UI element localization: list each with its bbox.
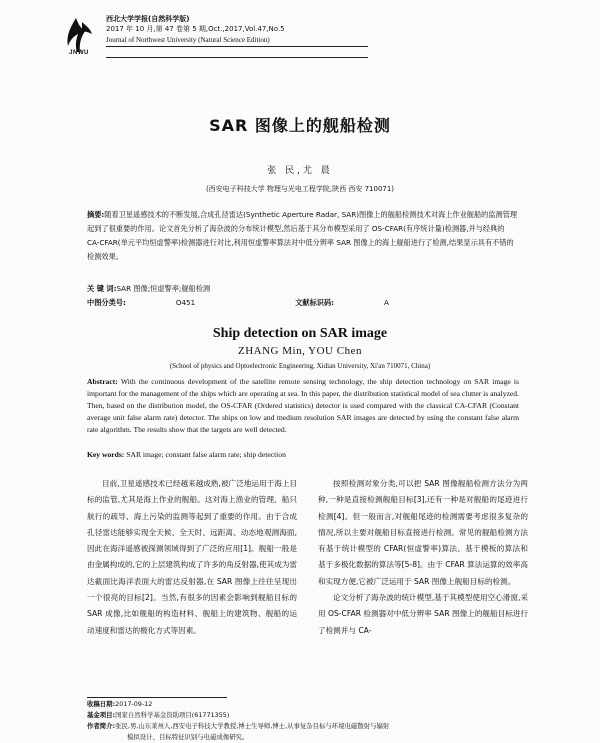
- body-column-left: 目前,卫星遥感技术已经越来越成熟,被广泛地运用于海上目标的监管,尤其是海上作业的舰船。这对海上渔业的管理、船只航行的疏导、海上污染的监测等起到了重要的作用。由于合成孔径雷达能够实现全天候、全天时、远距离、动态地观测海面,因此在海洋遥感被探测领域得到了广泛的应用[1]。舰船一般是由金属构成的,它的上层建筑构成了许多的角反射器,使其成为雷达截面比海洋表面大的雷达反射器,在 SAR 图像上往往呈现出一个很亮的目标[2]。当然,有很多的因素会影响到舰船目标的 SAR 成像,比如舰船的构造材料、舰船上的建筑物、舰船的运动速度和雷达的极化方式等因素。: [87, 479, 297, 635]
- keywords-cn: [87, 284, 210, 294]
- body-paragraph: 按照检测对象分类,可以把 SAR 图像舰船检测方法分为两种,一种是直接检测舰船目标[3],还有一种是对舰船的尾迹进行检测[4]。但一般而言,对舰船尾迹的检测需要考虑很多复杂的情况,所以主要对舰船目标直接进行检测。常见的舰船检测方法有基于统计模型的 CFAR(恒虚警率)算法、基于模板的算法和基于多极化数据的算法等[5-8]。由于 CFAR 算法运算的效率高和实现方便,它被广泛运用于 SAR 图像上舰船目标的检测。: [318, 479, 528, 586]
- journal-name-en: Journal of Northwest University (Natural Science Edition): [106, 36, 270, 44]
- abstract-cn-text: 随着卫星遥感技术的不断发展,合成孔径雷达(Synthetic Aperture Radar, SAR)图像上的舰船检测技术对海上作业舰船的监测管理起到了很重要的作用。论文首先分析了海杂波的分布统计模型,然后基于其分布模型采用了 OS-CFAR(有序统计量)检测器,并与经典的 CA-CFAR(单元平均恒虚警率)检测器进行对比,利用恒虚警率算法对中低分辨率 SAR 图像上的海上舰船进行了检测,结果显示具有不错的检测效果。: [87, 210, 518, 261]
- clc-label: 中图分类号:: [87, 298, 126, 307]
- keywords-en: [87, 450, 519, 459]
- keywords-en-text: SAR image; constant false alarm rate; ship detection: [126, 450, 286, 459]
- authors-cn: 张 民,尤 晨: [267, 166, 333, 176]
- keywords-cn-label: 关 键 词:: [87, 284, 117, 293]
- keywords-cn-text: SAR 图像;恒虚警率;舰船检测: [116, 284, 211, 293]
- received-label: 收稿日期:: [87, 700, 116, 708]
- affiliation-cn: (西安电子科技大学 物理与光电工程学院,陕西 西安 710071): [205, 185, 395, 193]
- footnote-rule: [87, 697, 227, 698]
- doc-code-value: A: [384, 298, 389, 307]
- abstract-en-text: With the continuous development of the satellite remote sensing technology, the ship detection technology on SAR image is important for the management of the ships which are operating at sea. In this paper, the distribution statistical model of sea clutter is analyzed. Then, based on the distribution model, the OS-CFAR (Ordered statistics) detector is used compared with the classical CA-CFAR (Constant average unit false alarm rate) detector. The ships on low and medium resolution SAR images are detected by using the constant false alarm rate algorithm. The results show that the targets are well detected.: [87, 377, 520, 434]
- received-date: 2017-09-12: [115, 700, 153, 708]
- abstract-en-label: Abstract:: [87, 377, 118, 386]
- author-bio-line1: 张民,男,山东莱州人,西安电子科技大学教授,博士生导师,博士,从事复杂目标与环境电磁散射与辐射: [115, 722, 390, 730]
- header-rule: [106, 46, 368, 47]
- fund-text: 国家自然科学基金资助项目(61771355): [115, 711, 230, 719]
- author-bio-line2: 模拟设计、目标特征识别与电磁成像研究。: [127, 733, 249, 741]
- journal-issue: 2017 年 10 月,第 47 卷第 5 期,Oct.,2017,Vol.47,No.5: [106, 25, 285, 33]
- abstract-cn-label: 摘要:: [87, 210, 105, 219]
- header-rule-bottom: [106, 57, 368, 58]
- abstract-en: [87, 376, 519, 436]
- doc-code-label: 文献标识码:: [295, 298, 335, 307]
- author-bio-label: 作者简介:: [87, 722, 116, 730]
- keywords-en-label: Key words:: [87, 450, 125, 459]
- page-title-en: Ship detection on SAR image: [212, 326, 388, 341]
- classification-row: [87, 298, 489, 308]
- body-paragraph: 论文分析了海杂波的统计模型,基于其模型使用空心滑窗,采用 OS-CFAR 检测器对中低分辨率 SAR 图像上的舰船目标进行了检测并与 CA-: [318, 593, 528, 635]
- authors-en: ZHANG Min, YOU Chen: [238, 345, 362, 357]
- fund-label: 基金项目:: [87, 711, 116, 719]
- body-column-right: [318, 476, 528, 639]
- footnotes: [87, 699, 527, 743]
- logo-text: JNWU: [69, 50, 89, 56]
- journal-name-cn: 西北大学学报(自然科学版): [106, 15, 190, 23]
- page-title-cn: SAR 图像上的舰船检测: [209, 116, 391, 135]
- affiliation-en: (School of physics and Optoelectronic Engineering, Xidian University, Xi'an 710071, China): [169, 362, 431, 370]
- clc-value: O451: [175, 298, 196, 307]
- abstract-cn: [87, 208, 519, 264]
